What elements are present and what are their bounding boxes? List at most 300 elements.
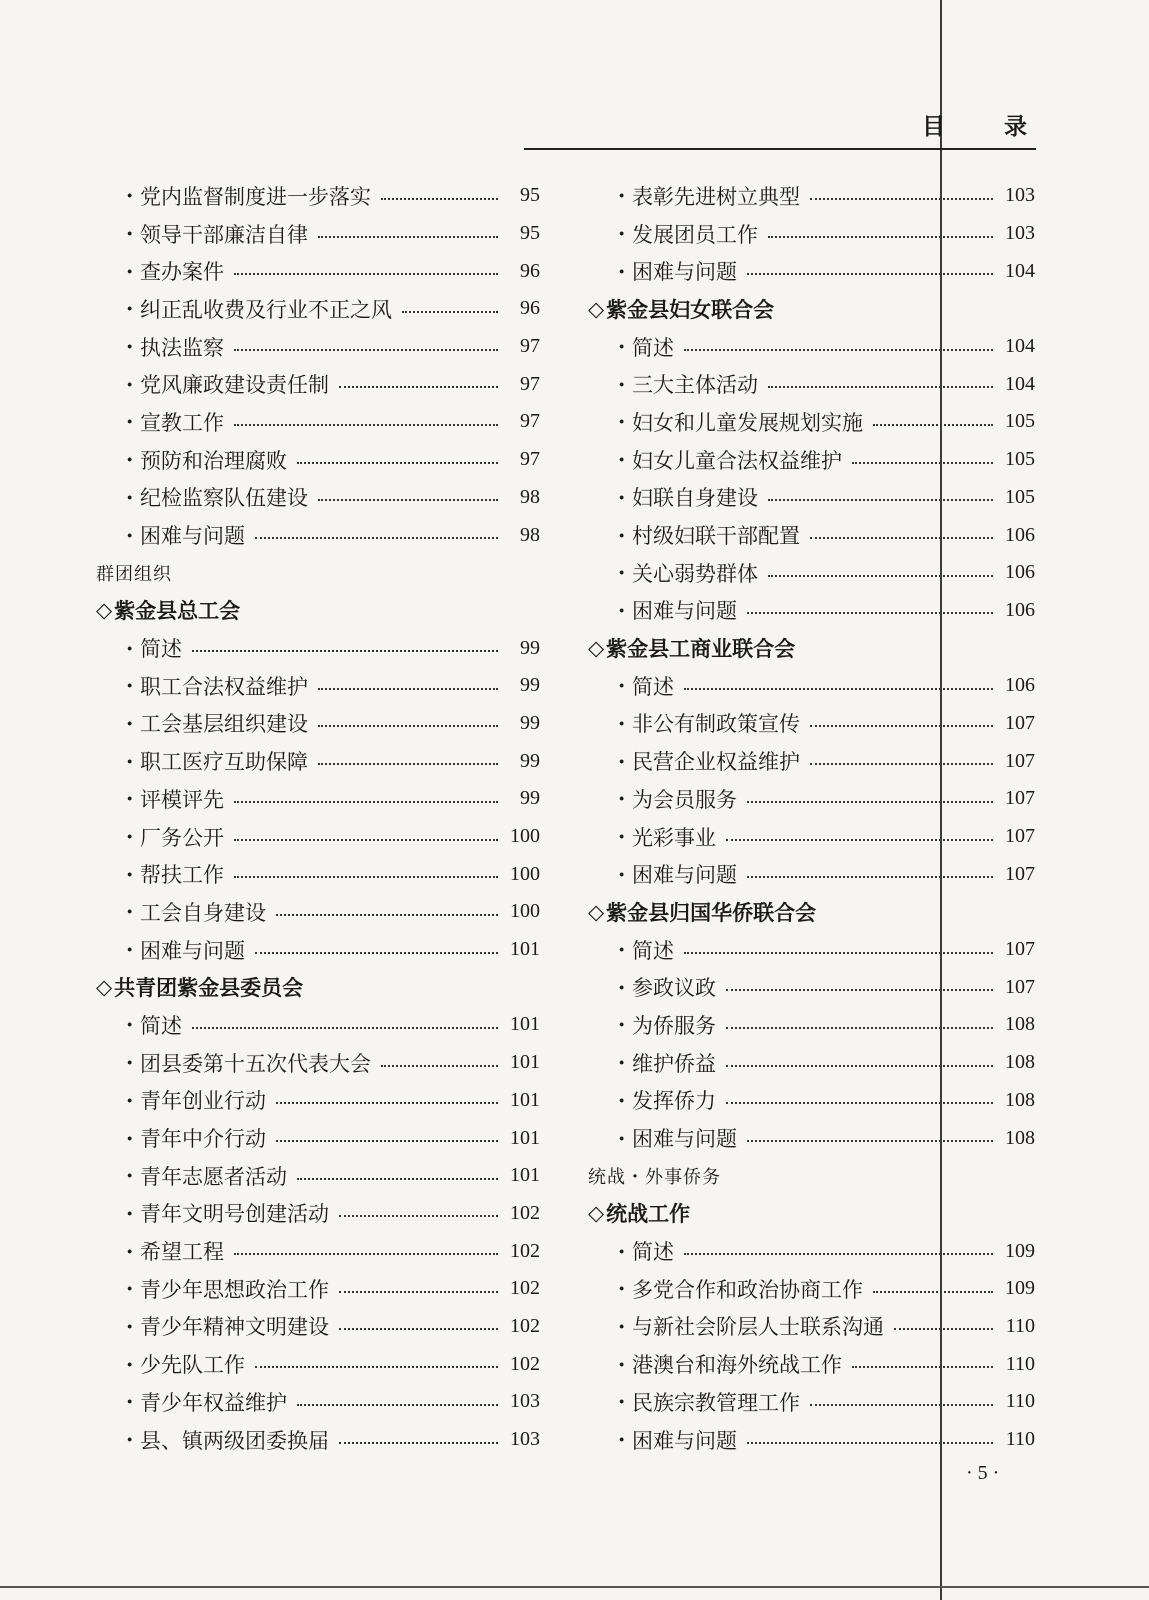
dot-leader bbox=[747, 874, 993, 878]
dot-leader bbox=[747, 610, 993, 614]
bullet-dot-icon: · bbox=[618, 861, 626, 887]
toc-entry[interactable] bbox=[96, 742, 540, 780]
toc-entry[interactable] bbox=[588, 1119, 1035, 1157]
toc-entry[interactable] bbox=[96, 479, 540, 517]
toc-entry-title: 表彰先进树立典型 bbox=[632, 184, 800, 209]
toc-entry-title: 青年创业行动 bbox=[140, 1089, 266, 1114]
toc-section-heading[interactable] bbox=[588, 893, 1035, 931]
dot-leader bbox=[747, 1440, 993, 1444]
toc-entry[interactable] bbox=[588, 1044, 1035, 1082]
toc-entry-title: 村级妇联干部配置 bbox=[632, 524, 800, 549]
toc-entry-title: 港澳台和海外统战工作 bbox=[632, 1353, 842, 1378]
dot-leader bbox=[318, 234, 498, 238]
toc-entry[interactable] bbox=[96, 667, 540, 705]
toc-entry-page: 107 bbox=[1005, 938, 1035, 961]
toc-entry[interactable] bbox=[588, 177, 1035, 215]
dot-leader bbox=[381, 1063, 498, 1067]
bullet-dot-icon: · bbox=[126, 1012, 134, 1038]
toc-entry-page: 103 bbox=[1005, 184, 1035, 207]
toc-entry-page: 103 bbox=[510, 1390, 540, 1413]
dot-leader bbox=[810, 1402, 993, 1406]
toc-entry-page: 98 bbox=[520, 485, 540, 508]
diamond-icon: ◇ bbox=[588, 636, 605, 661]
bullet-dot-icon: · bbox=[618, 748, 626, 774]
toc-entry-title: 少先队工作 bbox=[140, 1353, 245, 1378]
toc-entry-page: 110 bbox=[1005, 1428, 1035, 1451]
toc-entry-page: 107 bbox=[1005, 749, 1035, 772]
diamond-icon: ◇ bbox=[96, 598, 113, 623]
dot-leader bbox=[339, 1213, 498, 1217]
bullet-dot-icon: · bbox=[126, 1351, 134, 1377]
toc-category-title: 统战・外事侨务 bbox=[588, 1166, 721, 1188]
toc-entry-page: 101 bbox=[510, 938, 540, 961]
toc-entry-title: 民营企业权益维护 bbox=[632, 750, 800, 775]
dot-leader bbox=[684, 1251, 993, 1255]
toc-entry[interactable] bbox=[96, 177, 540, 215]
toc-entry[interactable] bbox=[588, 931, 1035, 969]
bullet-dot-icon: · bbox=[618, 786, 626, 812]
toc-category-title: 群团组织 bbox=[96, 563, 172, 585]
toc-entry-title: 困难与问题 bbox=[140, 938, 245, 963]
toc-entry[interactable] bbox=[588, 780, 1035, 818]
dot-leader bbox=[726, 987, 993, 991]
dot-leader bbox=[276, 1138, 498, 1142]
toc-entry[interactable] bbox=[96, 1308, 540, 1346]
dot-leader bbox=[873, 422, 993, 426]
dot-leader bbox=[276, 912, 498, 916]
toc-entry-page: 100 bbox=[510, 900, 540, 923]
toc-entry-page: 99 bbox=[520, 749, 540, 772]
dot-leader bbox=[339, 1440, 498, 1444]
bullet-dot-icon: · bbox=[126, 937, 134, 963]
toc-entry-title: 为会员服务 bbox=[632, 787, 737, 812]
toc-entry-title: 团县委第十五次代表大会 bbox=[140, 1051, 371, 1076]
bullet-dot-icon: · bbox=[618, 710, 626, 736]
toc-entry-title: 民族宗教管理工作 bbox=[632, 1390, 800, 1415]
toc-entry-title: 维护侨益 bbox=[632, 1051, 716, 1076]
toc-entry-page: 97 bbox=[520, 410, 540, 433]
dot-leader bbox=[255, 1364, 498, 1368]
bullet-dot-icon: · bbox=[618, 1238, 626, 1264]
toc-entry[interactable] bbox=[96, 441, 540, 479]
toc-entry[interactable] bbox=[96, 1006, 540, 1044]
toc-entry-title: 纠正乱收费及行业不正之风 bbox=[140, 297, 392, 322]
dot-leader bbox=[276, 1100, 498, 1104]
toc-entry-title: 与新社会阶层人士联系沟通 bbox=[632, 1315, 884, 1340]
toc-entry-page: 99 bbox=[520, 787, 540, 810]
dot-leader bbox=[381, 196, 498, 200]
toc-entry-title: 职工医疗互助保障 bbox=[140, 750, 308, 775]
toc-entry[interactable] bbox=[96, 1044, 540, 1082]
toc-entry-page: 96 bbox=[520, 259, 540, 282]
dot-leader bbox=[318, 761, 498, 765]
toc-entry-title: 厂务公开 bbox=[140, 825, 224, 850]
toc-entry-page: 102 bbox=[510, 1277, 540, 1300]
toc-entry-title: 帮扶工作 bbox=[140, 863, 224, 888]
dot-leader bbox=[768, 573, 993, 577]
dot-leader bbox=[768, 497, 993, 501]
bullet-dot-icon: · bbox=[126, 635, 134, 661]
toc-entry-page: 101 bbox=[510, 1164, 540, 1187]
toc-section-heading[interactable] bbox=[96, 968, 540, 1006]
bullet-dot-icon: · bbox=[618, 824, 626, 850]
dot-leader bbox=[339, 1289, 498, 1293]
toc-entry-page: 108 bbox=[1005, 1088, 1035, 1111]
toc-entry-page: 106 bbox=[1005, 561, 1035, 584]
toc-entry-page: 105 bbox=[1005, 448, 1035, 471]
bullet-dot-icon: · bbox=[126, 447, 134, 473]
toc-entry[interactable] bbox=[588, 554, 1035, 592]
dot-leader bbox=[297, 460, 498, 464]
toc-entry[interactable] bbox=[588, 1270, 1035, 1308]
bullet-dot-icon: · bbox=[126, 786, 134, 812]
toc-entry[interactable] bbox=[588, 1345, 1035, 1383]
dot-leader bbox=[726, 1100, 993, 1104]
header-char-2: 录 bbox=[1004, 113, 1027, 140]
dot-leader bbox=[684, 686, 993, 690]
dot-leader bbox=[297, 1176, 498, 1180]
toc-entry[interactable] bbox=[588, 1421, 1035, 1459]
dot-leader bbox=[192, 1025, 498, 1029]
bottom-edge-line bbox=[0, 1586, 1149, 1588]
toc-entry[interactable] bbox=[96, 629, 540, 667]
toc-entry[interactable] bbox=[96, 893, 540, 931]
bullet-dot-icon: · bbox=[618, 1313, 626, 1339]
toc-entry-title: 宣教工作 bbox=[140, 410, 224, 435]
toc-entry-title: 希望工程 bbox=[140, 1240, 224, 1265]
toc-entry-page: 105 bbox=[1005, 410, 1035, 433]
bullet-dot-icon: · bbox=[618, 1351, 626, 1377]
bullet-dot-icon: · bbox=[126, 1389, 134, 1415]
bullet-dot-icon: · bbox=[618, 484, 626, 510]
toc-entry-title: 青少年思想政治工作 bbox=[140, 1277, 329, 1302]
dot-leader bbox=[192, 648, 498, 652]
bullet-dot-icon: · bbox=[126, 522, 134, 548]
toc-entry-title: 工会基层组织建设 bbox=[140, 712, 308, 737]
toc-entry[interactable] bbox=[96, 1232, 540, 1270]
toc-entry[interactable] bbox=[588, 215, 1035, 253]
toc-entry-page: 105 bbox=[1005, 485, 1035, 508]
toc-entry-title: 党内监督制度进一步落实 bbox=[140, 184, 371, 209]
toc-entry-page: 110 bbox=[1005, 1314, 1035, 1337]
toc-entry[interactable] bbox=[96, 1345, 540, 1383]
toc-entry-page: 100 bbox=[510, 862, 540, 885]
dot-leader bbox=[234, 422, 498, 426]
bullet-dot-icon: · bbox=[618, 522, 626, 548]
toc-entry[interactable] bbox=[96, 403, 540, 441]
toc-section-heading[interactable] bbox=[588, 629, 1035, 667]
toc-entry-page: 97 bbox=[520, 372, 540, 395]
toc-entry-title: 纪检监察队伍建设 bbox=[140, 486, 308, 511]
dot-leader bbox=[234, 799, 498, 803]
dot-leader bbox=[318, 686, 498, 690]
bullet-dot-icon: · bbox=[618, 974, 626, 1000]
toc-entry-title: 简述 bbox=[632, 938, 674, 963]
toc-entry[interactable] bbox=[588, 328, 1035, 366]
bullet-dot-icon: · bbox=[618, 1276, 626, 1302]
toc-entry-page: 101 bbox=[510, 1088, 540, 1111]
toc-entry[interactable] bbox=[96, 1157, 540, 1195]
toc-entry-page: 103 bbox=[1005, 222, 1035, 245]
toc-entry-page: 109 bbox=[1005, 1239, 1035, 1262]
toc-entry[interactable] bbox=[96, 516, 540, 554]
toc-entry-title: 简述 bbox=[632, 1240, 674, 1265]
toc-entry-page: 104 bbox=[1005, 335, 1035, 358]
toc-entry[interactable] bbox=[96, 1119, 540, 1157]
toc-entry-title: 青年文明号创建活动 bbox=[140, 1202, 329, 1227]
bullet-dot-icon: · bbox=[618, 937, 626, 963]
toc-entry[interactable] bbox=[588, 1232, 1035, 1270]
diamond-icon: ◇ bbox=[96, 975, 113, 1000]
toc-category-heading bbox=[588, 1157, 1035, 1195]
toc-entry-title: 青年中介行动 bbox=[140, 1127, 266, 1152]
dot-leader bbox=[402, 309, 498, 313]
dot-leader bbox=[255, 535, 498, 539]
toc-entry[interactable] bbox=[588, 705, 1035, 743]
toc-entry[interactable] bbox=[588, 855, 1035, 893]
toc-entry[interactable] bbox=[96, 1195, 540, 1233]
page-header-title bbox=[922, 108, 1027, 141]
diamond-icon: ◇ bbox=[588, 1201, 605, 1226]
toc-entry-title: 执法监察 bbox=[140, 335, 224, 360]
toc-entry-page: 108 bbox=[1005, 1013, 1035, 1036]
toc-entry[interactable] bbox=[96, 931, 540, 969]
bullet-dot-icon: · bbox=[126, 1427, 134, 1453]
dot-leader bbox=[873, 1289, 993, 1293]
toc-entry-title: 困难与问题 bbox=[632, 260, 737, 285]
toc-entry-page: 107 bbox=[1005, 825, 1035, 848]
toc-section-title: 紫金县归国华侨联合会 bbox=[606, 899, 817, 925]
toc-section-heading[interactable] bbox=[96, 592, 540, 630]
toc-entry-title: 党风廉政建设责任制 bbox=[140, 373, 329, 398]
dot-leader bbox=[684, 347, 993, 351]
toc-entry[interactable] bbox=[96, 1421, 540, 1459]
dot-leader bbox=[234, 271, 498, 275]
bullet-dot-icon: · bbox=[618, 334, 626, 360]
bullet-dot-icon: · bbox=[618, 221, 626, 247]
dot-leader bbox=[810, 761, 993, 765]
dot-leader bbox=[768, 234, 993, 238]
bullet-dot-icon: · bbox=[618, 560, 626, 586]
toc-entry-page: 99 bbox=[520, 636, 540, 659]
toc-entry[interactable] bbox=[588, 441, 1035, 479]
toc-entry-page: 109 bbox=[1005, 1277, 1035, 1300]
toc-entry-title: 工会自身建设 bbox=[140, 900, 266, 925]
bullet-dot-icon: · bbox=[126, 1313, 134, 1339]
bullet-dot-icon: · bbox=[126, 1238, 134, 1264]
bullet-dot-icon: · bbox=[618, 1125, 626, 1151]
bullet-dot-icon: · bbox=[618, 371, 626, 397]
toc-section-heading[interactable] bbox=[588, 1195, 1035, 1233]
toc-category-heading bbox=[96, 554, 540, 592]
toc-entry[interactable] bbox=[96, 818, 540, 856]
header-rule bbox=[524, 148, 1036, 150]
toc-entry[interactable] bbox=[588, 403, 1035, 441]
toc-entry-page: 100 bbox=[510, 825, 540, 848]
toc-entry-page: 95 bbox=[520, 222, 540, 245]
toc-entry-page: 106 bbox=[1005, 523, 1035, 546]
toc-entry[interactable] bbox=[96, 855, 540, 893]
page-number: · 5 · bbox=[966, 1462, 1000, 1484]
toc-entry-title: 困难与问题 bbox=[632, 599, 737, 624]
toc-entry-title: 查办案件 bbox=[140, 260, 224, 285]
toc-entry[interactable] bbox=[588, 818, 1035, 856]
bullet-dot-icon: · bbox=[126, 861, 134, 887]
toc-entry[interactable] bbox=[96, 290, 540, 328]
toc-entry-title: 发展团员工作 bbox=[632, 222, 758, 247]
bullet-dot-icon: · bbox=[126, 409, 134, 435]
toc-entry-page: 104 bbox=[1005, 259, 1035, 282]
toc-entry-page: 102 bbox=[510, 1239, 540, 1262]
toc-entry-title: 职工合法权益维护 bbox=[140, 674, 308, 699]
toc-entry[interactable] bbox=[96, 252, 540, 290]
bullet-dot-icon: · bbox=[618, 447, 626, 473]
toc-entry-title: 发挥侨力 bbox=[632, 1089, 716, 1114]
bullet-dot-icon: · bbox=[126, 1125, 134, 1151]
toc-entry[interactable] bbox=[588, 592, 1035, 630]
toc-entry-page: 98 bbox=[520, 523, 540, 546]
toc-entry[interactable] bbox=[588, 516, 1035, 554]
bullet-dot-icon: · bbox=[126, 824, 134, 850]
diamond-icon: ◇ bbox=[588, 296, 605, 321]
toc-entry-title: 多党合作和政治协商工作 bbox=[632, 1277, 863, 1302]
toc-entry-page: 103 bbox=[510, 1428, 540, 1451]
dot-leader bbox=[234, 837, 498, 841]
dot-leader bbox=[852, 1364, 993, 1368]
dot-leader bbox=[747, 1138, 993, 1142]
toc-entry[interactable] bbox=[588, 667, 1035, 705]
bullet-dot-icon: · bbox=[126, 710, 134, 736]
toc-entry-page: 104 bbox=[1005, 372, 1035, 395]
toc-entry-title: 简述 bbox=[140, 1013, 182, 1038]
toc-entry[interactable] bbox=[588, 479, 1035, 517]
toc-entry-title: 困难与问题 bbox=[140, 524, 245, 549]
bullet-dot-icon: · bbox=[126, 899, 134, 925]
toc-entry-page: 107 bbox=[1005, 711, 1035, 734]
dot-leader bbox=[810, 196, 993, 200]
toc-entry-title: 妇联自身建设 bbox=[632, 486, 758, 511]
dot-leader bbox=[852, 460, 993, 464]
toc-entry[interactable] bbox=[588, 1383, 1035, 1421]
toc-entry-title: 简述 bbox=[140, 637, 182, 662]
bullet-dot-icon: · bbox=[126, 371, 134, 397]
toc-entry-page: 108 bbox=[1005, 1051, 1035, 1074]
toc-entry[interactable] bbox=[96, 705, 540, 743]
dot-leader bbox=[810, 723, 993, 727]
toc-entry-page: 99 bbox=[520, 674, 540, 697]
dot-leader bbox=[726, 1063, 993, 1067]
header-char-1: 目 bbox=[922, 113, 945, 140]
toc-entry-page: 101 bbox=[510, 1013, 540, 1036]
toc-entry[interactable] bbox=[96, 780, 540, 818]
toc-entry[interactable] bbox=[96, 215, 540, 253]
toc-entry[interactable] bbox=[588, 252, 1035, 290]
bullet-dot-icon: · bbox=[618, 258, 626, 284]
toc-entry-title: 困难与问题 bbox=[632, 1127, 737, 1152]
toc-entry-title: 三大主体活动 bbox=[632, 373, 758, 398]
toc-entry-page: 97 bbox=[520, 448, 540, 471]
toc-entry[interactable] bbox=[588, 968, 1035, 1006]
toc-entry-title: 青少年权益维护 bbox=[140, 1390, 287, 1415]
toc-entry-title: 妇女和儿童发展规划实施 bbox=[632, 410, 863, 435]
bullet-dot-icon: · bbox=[618, 409, 626, 435]
toc-entry-title: 参政议政 bbox=[632, 976, 716, 1001]
toc-entry-page: 99 bbox=[520, 711, 540, 734]
toc-entry-page: 101 bbox=[510, 1126, 540, 1149]
bullet-dot-icon: · bbox=[618, 1427, 626, 1453]
dot-leader bbox=[255, 950, 498, 954]
toc-entry-page: 102 bbox=[510, 1201, 540, 1224]
bullet-dot-icon: · bbox=[126, 748, 134, 774]
toc-left-column bbox=[96, 177, 540, 1458]
toc-entry-page: 101 bbox=[510, 1051, 540, 1074]
toc-entry[interactable] bbox=[588, 1308, 1035, 1346]
toc-entry-page: 96 bbox=[520, 297, 540, 320]
toc-entry[interactable] bbox=[96, 1383, 540, 1421]
bullet-dot-icon: · bbox=[126, 334, 134, 360]
toc-entry-title: 预防和治理腐败 bbox=[140, 448, 287, 473]
toc-entry[interactable] bbox=[96, 1270, 540, 1308]
toc-section-title: 统战工作 bbox=[606, 1201, 691, 1227]
bullet-dot-icon: · bbox=[618, 673, 626, 699]
toc-section-title: 共青团紫金县委员会 bbox=[114, 975, 304, 1001]
bullet-dot-icon: · bbox=[126, 296, 134, 322]
toc-entry-page: 110 bbox=[1005, 1352, 1035, 1375]
toc-section-title: 紫金县工商业联合会 bbox=[606, 636, 796, 662]
toc-section-heading[interactable] bbox=[588, 290, 1035, 328]
dot-leader bbox=[894, 1326, 993, 1330]
bullet-dot-icon: · bbox=[126, 673, 134, 699]
dot-leader bbox=[726, 837, 993, 841]
dot-leader bbox=[234, 1251, 498, 1255]
toc-entry-page: 106 bbox=[1005, 598, 1035, 621]
toc-entry-title: 青年志愿者活动 bbox=[140, 1164, 287, 1189]
bullet-dot-icon: · bbox=[126, 1087, 134, 1113]
bullet-dot-icon: · bbox=[126, 1200, 134, 1226]
toc-section-title: 紫金县总工会 bbox=[114, 598, 241, 624]
dot-leader bbox=[339, 1326, 498, 1330]
bullet-dot-icon: · bbox=[126, 1050, 134, 1076]
dot-leader bbox=[768, 384, 993, 388]
toc-entry[interactable] bbox=[96, 328, 540, 366]
toc-entry[interactable] bbox=[588, 1082, 1035, 1120]
bullet-dot-icon: · bbox=[618, 183, 626, 209]
toc-entry[interactable] bbox=[96, 1082, 540, 1120]
toc-entry-page: 110 bbox=[1005, 1390, 1035, 1413]
bullet-dot-icon: · bbox=[126, 183, 134, 209]
bullet-dot-icon: · bbox=[618, 1012, 626, 1038]
toc-entry-page: 102 bbox=[510, 1352, 540, 1375]
toc-entry-title: 领导干部廉洁自律 bbox=[140, 222, 308, 247]
toc-entry-title: 困难与问题 bbox=[632, 863, 737, 888]
dot-leader bbox=[339, 384, 498, 388]
dot-leader bbox=[747, 271, 993, 275]
toc-entry[interactable] bbox=[588, 365, 1035, 403]
toc-entry[interactable] bbox=[588, 742, 1035, 780]
toc-entry-page: 106 bbox=[1005, 674, 1035, 697]
bullet-dot-icon: · bbox=[126, 1276, 134, 1302]
bullet-dot-icon: · bbox=[126, 1163, 134, 1189]
dot-leader bbox=[810, 535, 993, 539]
toc-entry-title: 为侨服务 bbox=[632, 1013, 716, 1038]
toc-entry-title: 简述 bbox=[632, 674, 674, 699]
dot-leader bbox=[726, 1025, 993, 1029]
bullet-dot-icon: · bbox=[618, 1087, 626, 1113]
toc-right-column bbox=[588, 177, 1035, 1458]
toc-entry[interactable] bbox=[588, 1006, 1035, 1044]
toc-entry[interactable] bbox=[96, 365, 540, 403]
toc-entry-title: 关心弱势群体 bbox=[632, 561, 758, 586]
